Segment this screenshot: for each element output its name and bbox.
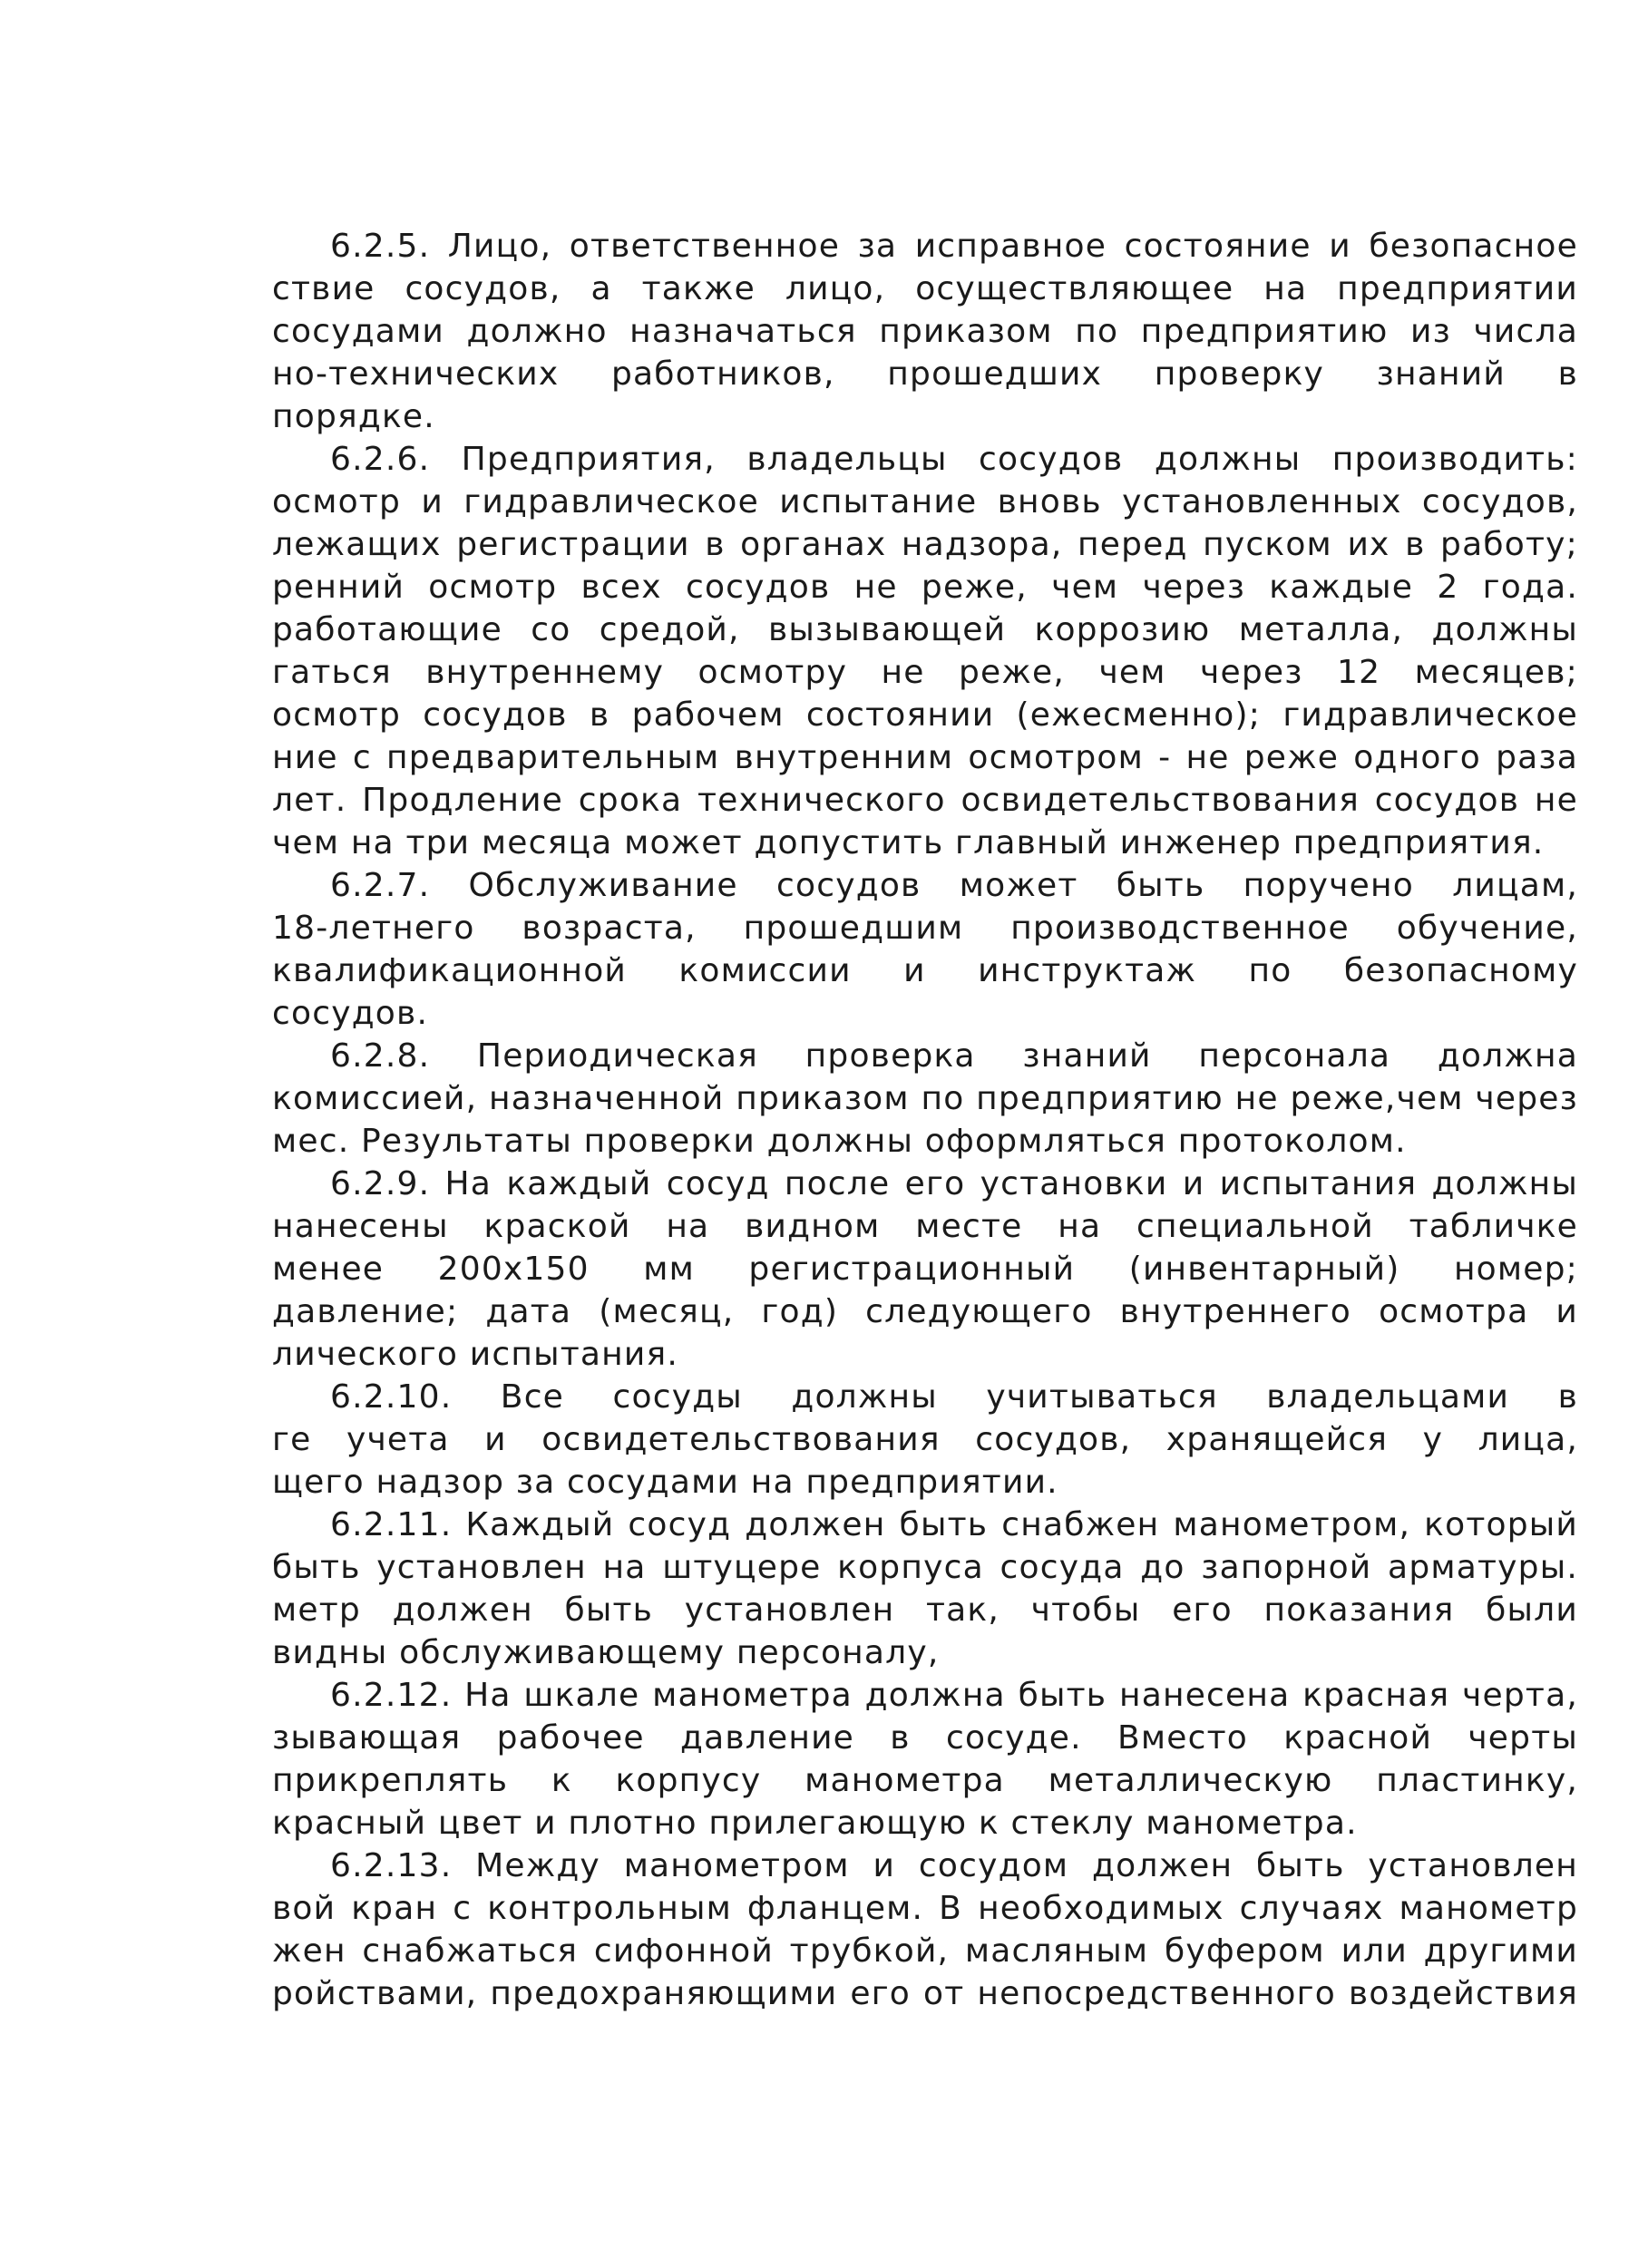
paragraph-first-line: 6.2.8. Периодическая проверка знаний персонала должна [330, 1037, 1578, 1075]
text-line: осмотр и гидравлическое испытание вновь установленных сосудов, [272, 483, 1578, 521]
paragraph-first-line: 6.2.7. Обслуживание сосудов может быть поручено лицам, [330, 867, 1578, 904]
text-line: квалификационной комиссии и инструктаж по безопасному [272, 952, 1578, 989]
text-line: ние с предварительным внутренним осмотром - не реже одного раза [272, 739, 1578, 776]
text-line: лежащих регистрации в органах надзора, перед пуском их в работу; [272, 526, 1578, 563]
text-line: нанесены краской на видном месте на специальной табличке [272, 1208, 1578, 1245]
text-line: но-технических работников, прошедших проверку знаний в [272, 355, 1578, 393]
paragraph-first-line: 6.2.5. Лицо, ответственное за исправное состояние и безопасное [330, 228, 1578, 265]
text-line: прикреплять к корпусу манометра металлическую пластинку, [272, 1762, 1578, 1799]
text-line: ренний осмотр всех сосудов не реже, чем через каждые 2 года. [272, 569, 1578, 606]
text-line: лет. Продление срока технического освидетельствования сосудов не [272, 782, 1578, 819]
text-line: ройствами, предохраняющими его от непосредственного воздействия [272, 1975, 1578, 2012]
text-line: менее 200х150 мм регистрационный (инвентарный) номер; [272, 1251, 1578, 1288]
text-line: красный цвет и плотно прилегающую к стеклу манометра. [272, 1805, 1358, 1842]
paragraph-first-line: 6.2.12. На шкале манометра должна быть нанесена красная черта, [330, 1677, 1578, 1714]
text-line: давление; дата (месяц, год) следующего внутреннего осмотра и [272, 1293, 1578, 1330]
text-line: сосудами должно назначаться приказом по предприятию из числа [272, 313, 1578, 350]
text-line: работающие со средой, вызывающей коррозию металла, должны [272, 611, 1578, 648]
text-line: осмотр сосудов в рабочем состоянии (ежесменно); гидравлическое [272, 696, 1578, 734]
paragraph-first-line: 6.2.9. На каждый сосуд после его установки и испытания должны [330, 1165, 1578, 1202]
text-line: видны обслуживающему персоналу, [272, 1634, 940, 1671]
document-body [272, 225, 1578, 2015]
text-line: чем на три месяца может допустить главный инженер предприятия. [272, 824, 1545, 861]
text-line: ствие сосудов, а также лицо, осуществляющее на предприятии [272, 270, 1578, 307]
text-line: 18-летнего возраста, прошедшим производственное обучение, [272, 910, 1578, 947]
paragraph-first-line: 6.2.10. Все сосуды должны учитываться владельцами в [330, 1378, 1578, 1416]
paragraph-first-line: 6.2.11. Каждый сосуд должен быть снабжен манометром, который [330, 1506, 1578, 1543]
text-line: жен снабжаться сифонной трубкой, масляным буфером или другими [272, 1932, 1578, 1970]
text-line: ге учета и освидетельствования сосудов, хранящейся у лица, [272, 1421, 1578, 1458]
paragraph-first-line: 6.2.13. Между манометром и сосудом должен быть установлен [330, 1847, 1578, 1884]
text-line: метр должен быть установлен так, чтобы его показания были [272, 1591, 1578, 1629]
text-line: вой кран с контрольным фланцем. В необходимых случаях манометр [272, 1890, 1578, 1927]
text-line: лического испытания. [272, 1336, 678, 1373]
text-line: гаться внутреннему осмотру не реже, чем через 12 месяцев; [272, 654, 1578, 691]
text-line: мес. Результаты проверки должны оформляться протоколом. [272, 1123, 1407, 1160]
text-line: быть установлен на штуцере корпуса сосуда до запорной арматуры. [272, 1549, 1578, 1586]
text-line: сосудов. [272, 995, 429, 1032]
paragraph-first-line: 6.2.6. Предприятия, владельцы сосудов должны производить: [330, 441, 1578, 478]
text-line: комиссией, назначенной приказом по предприятию не реже,чем через [272, 1080, 1578, 1117]
text-line: порядке. [272, 398, 435, 435]
text-line: щего надзор за сосудами на предприятии. [272, 1464, 1058, 1501]
text-line: зывающая рабочее давление в сосуде. Вместо красной черты [272, 1719, 1578, 1757]
